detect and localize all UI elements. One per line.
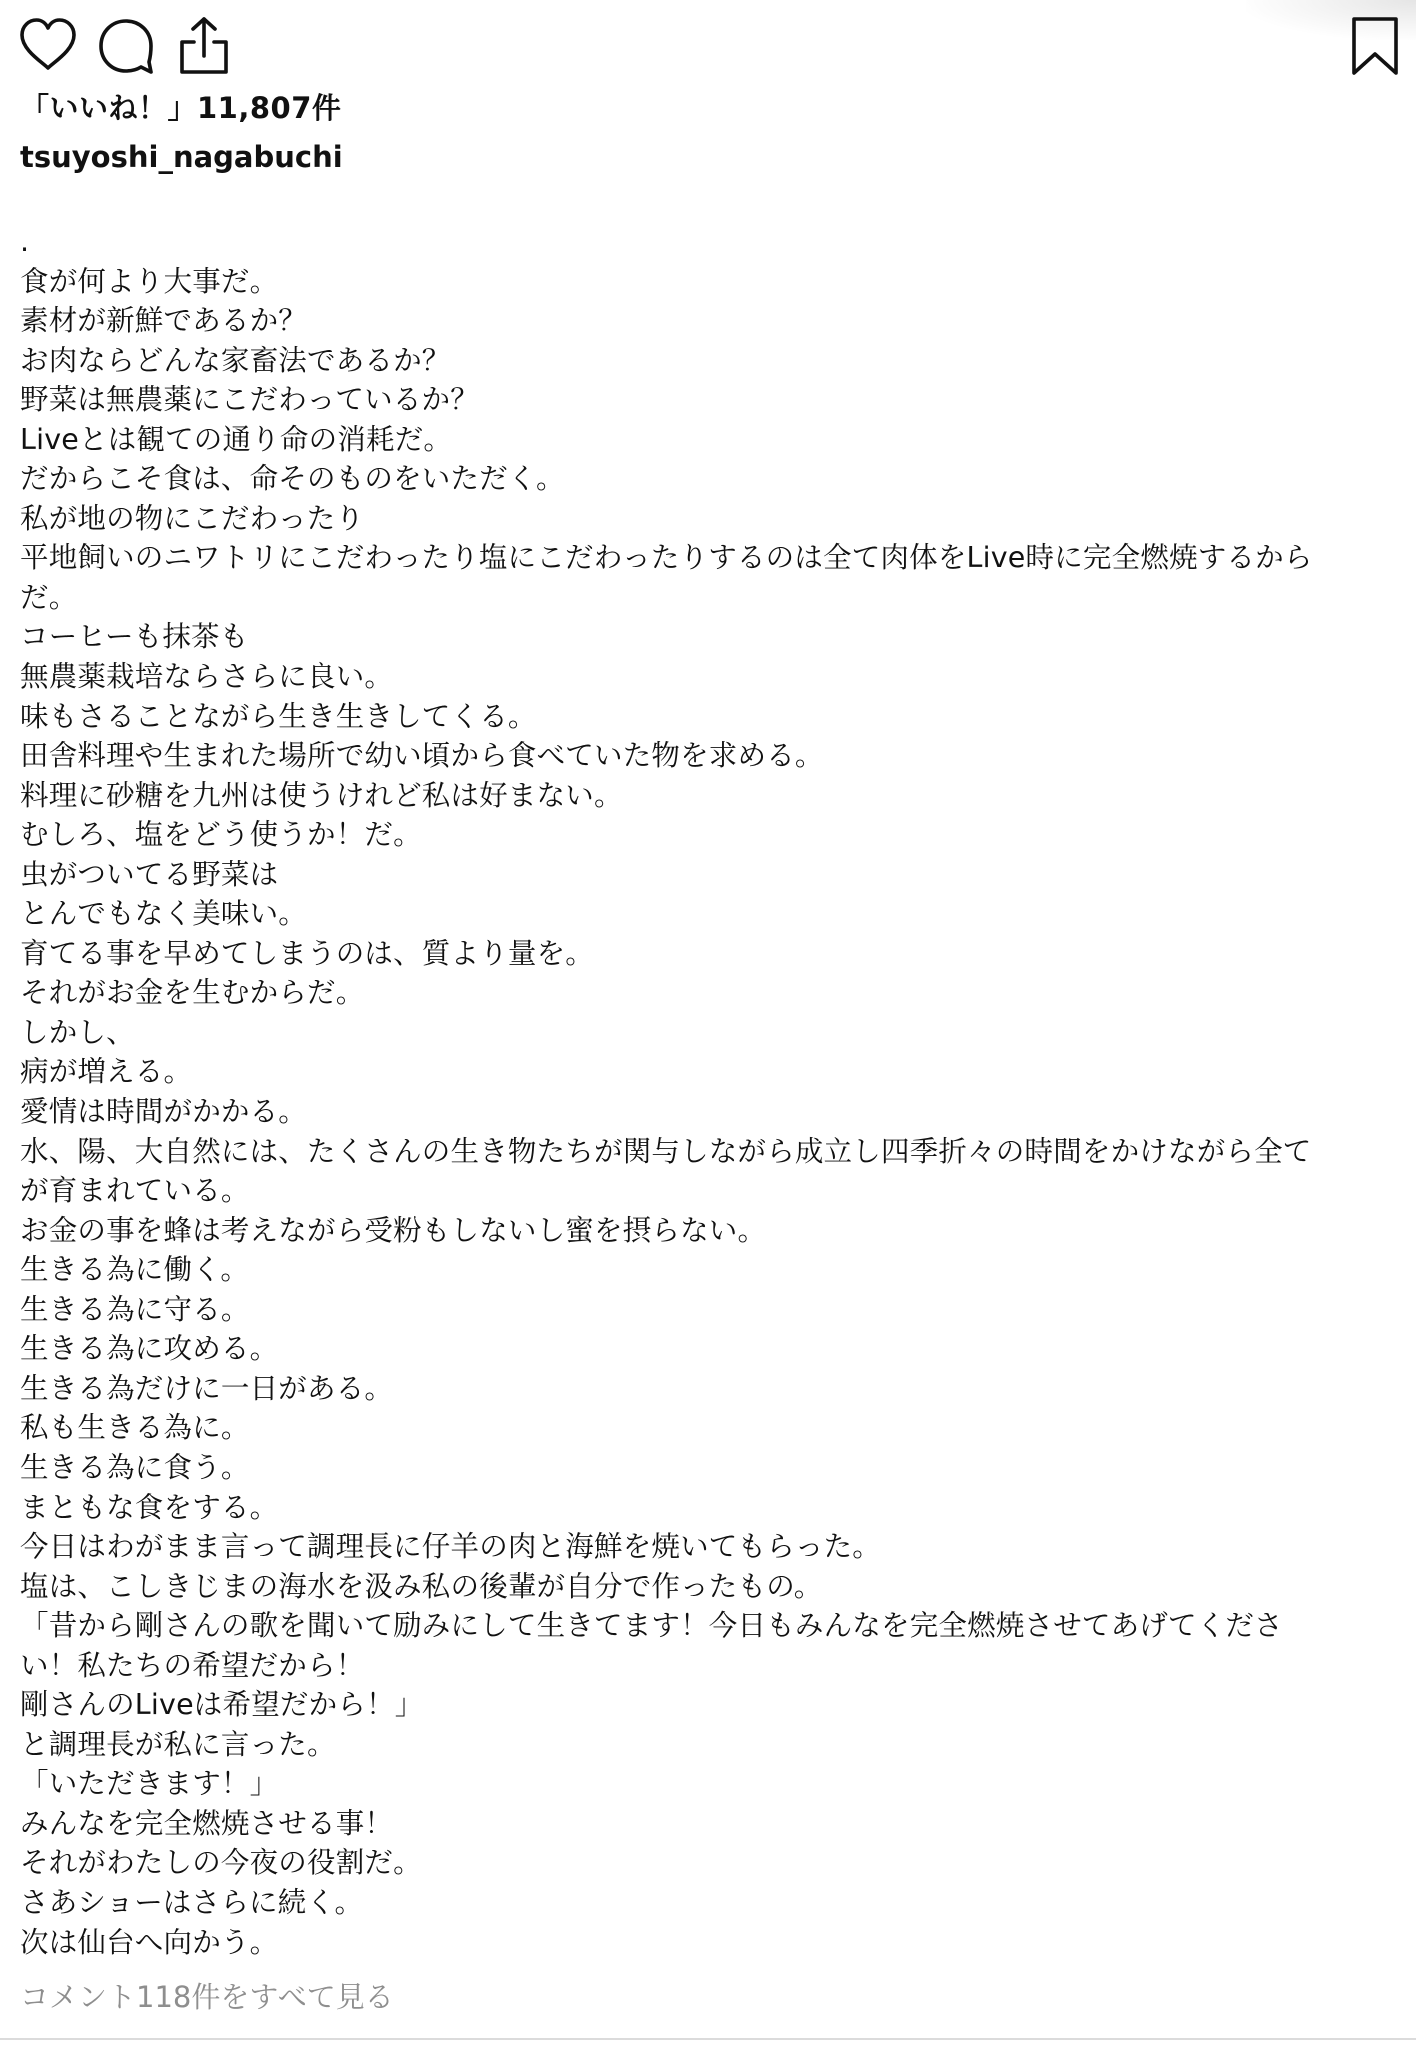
caption-line: が育まれている。 xyxy=(20,1174,250,1208)
caption-line: むしろ、塩をどう使うか！だ。 xyxy=(20,818,422,852)
caption-line: 平地飼いのニワトリにこだわったり塩にこだわったりするのは全て肉体をLive時に完全燃焼するから xyxy=(20,541,1313,575)
caption-line: . xyxy=(20,225,30,258)
caption-line: 虫がついてる野菜は xyxy=(20,857,279,891)
caption-line: 塩は、こしきじまの海水を汲み私の後輩が自分で作ったもの。 xyxy=(20,1569,823,1603)
caption-line: 次は仙台へ向かう。 xyxy=(20,1925,279,1959)
caption-line: お金の事を蜂は考えながら受粉もしないし蜜を摂らない。 xyxy=(20,1213,767,1247)
post-author-username[interactable]: tsuyoshi_nagabuchi xyxy=(20,140,343,174)
caption-line: 育てる事を早めてしまうのは、質より量を。 xyxy=(20,936,595,970)
caption-line: お肉ならどんな家畜法であるか？ xyxy=(20,343,451,377)
caption-line: 生きる為に働く。 xyxy=(20,1253,250,1287)
caption-line: 生きる為に守る。 xyxy=(20,1292,250,1326)
caption-line: い！私たちの希望だから！ xyxy=(20,1648,365,1682)
caption-line: 生きる為だけに一日がある。 xyxy=(20,1371,394,1405)
caption-line: と調理長が私に言った。 xyxy=(20,1727,336,1761)
caption-line: 剛さんのLiveは希望だから！」 xyxy=(20,1688,424,1722)
comment-icon[interactable] xyxy=(96,16,156,76)
share-icon[interactable] xyxy=(174,16,234,76)
caption-line: それがお金を生むからだ。 xyxy=(20,976,365,1010)
caption-line: 生きる為に食う。 xyxy=(20,1450,250,1484)
bottom-divider xyxy=(0,2038,1416,2040)
caption-line: 私も生きる為に。 xyxy=(20,1411,250,1445)
caption-line: コーヒーも抹茶も xyxy=(20,620,249,654)
caption-line: みんなを完全燃焼させる事！ xyxy=(20,1806,394,1840)
caption-line: 田舎料理や生まれた場所で幼い頃から食べていた物を求める。 xyxy=(20,739,824,773)
caption-line: 味もさることながら生き生きしてくる。 xyxy=(20,699,537,733)
post-caption xyxy=(20,222,1400,1962)
caption-line: 無農薬栽培ならさらに良い。 xyxy=(20,660,394,694)
caption-line: 生きる為に攻める。 xyxy=(20,1332,279,1366)
caption-line: さあショーはさらに続く。 xyxy=(20,1885,364,1919)
caption-line: Liveとは観ての通り命の消耗だ。 xyxy=(20,422,453,456)
caption-line: 「いただきます！」 xyxy=(20,1767,279,1801)
post-action-bar xyxy=(18,16,1416,76)
caption-line: 私が地の物にこだわったり xyxy=(20,501,365,535)
likes-count[interactable]: 「いいね！」11,807件 xyxy=(20,91,342,125)
caption-line: まともな食をする。 xyxy=(20,1490,279,1524)
caption-line: 愛情は時間がかかる。 xyxy=(20,1095,308,1129)
caption-line: 「昔から剛さんの歌を聞いて励みにして生きてます！今日もみんなを完全燃焼させてあげてくださ xyxy=(20,1609,1283,1643)
caption-line: 料理に砂糖を九州は使うけれど私は好まない。 xyxy=(20,778,623,812)
caption-line: それがわたしの今夜の役割だ。 xyxy=(20,1846,422,1880)
caption-line: 今日はわがまま言って調理長に仔羊の肉と海鮮を焼いてもらった。 xyxy=(20,1530,882,1564)
caption-line: 素材が新鮮であるか？ xyxy=(20,304,308,338)
caption-line: とんでもなく美味い。 xyxy=(20,897,308,931)
caption-line: だからこそ食は、命そのものをいただく。 xyxy=(20,462,565,496)
view-all-comments-link[interactable]: コメント118件をすべて見る xyxy=(20,1980,394,2014)
caption-line: 食が何より大事だ。 xyxy=(20,264,279,298)
heart-icon[interactable] xyxy=(18,16,78,76)
caption-line: 野菜は無農薬にこだわっているか？ xyxy=(20,383,479,417)
caption-line: 病が増える。 xyxy=(20,1055,193,1089)
caption-line: 水、陽、大自然には、たくさんの生き物たちが関与しながら成立し四季折々の時間をかけながら全て xyxy=(20,1134,1312,1168)
caption-line: だ。 xyxy=(20,580,78,614)
caption-line: しかし、 xyxy=(20,1015,135,1049)
bookmark-icon[interactable] xyxy=(1348,16,1402,76)
